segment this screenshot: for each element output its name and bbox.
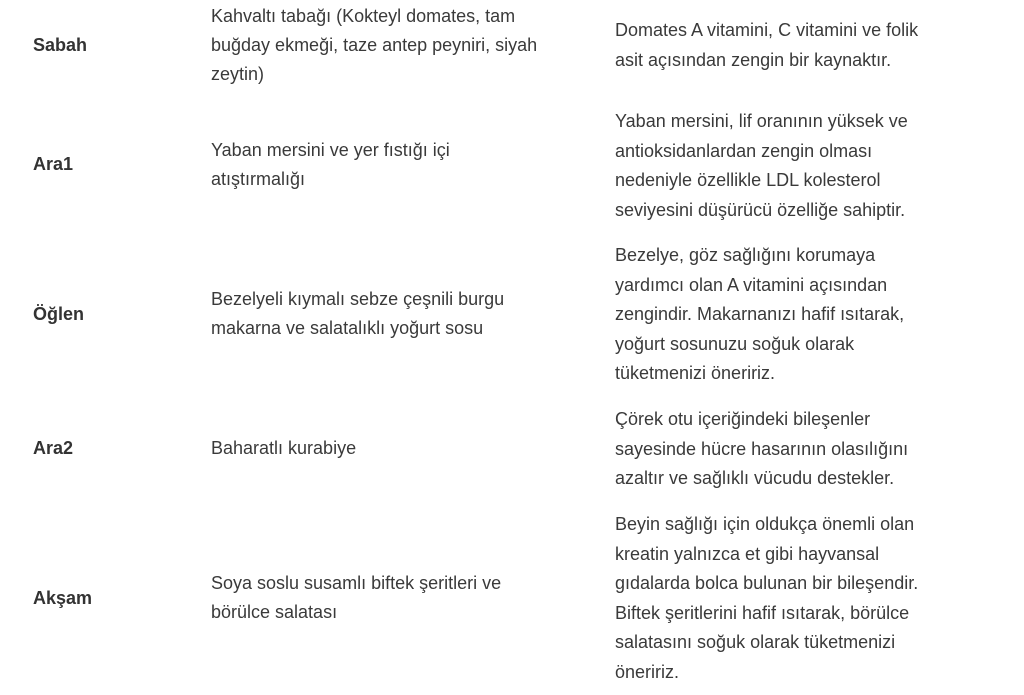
note-line: sayesinde hücre hasarının olasılığını (615, 438, 909, 459)
dish-line: makarna ve salatalıklı yoğurt sosu (211, 318, 484, 338)
note-line: öneririz. (615, 661, 680, 682)
note-line: Domates A vitamini, C vitamini ve folik (615, 20, 919, 40)
nutrition-note (615, 405, 995, 494)
dish-description (211, 285, 591, 343)
dish-line: buğday ekmeği, taze antep peyniri, siyah (211, 35, 538, 55)
meal-label: Öğlen (33, 304, 85, 324)
dish-description (211, 434, 591, 463)
dish-description (211, 136, 591, 194)
note-line: antioksidanlardan zengin olması (615, 140, 873, 161)
meal-label: Ara2 (33, 438, 74, 458)
dish-line: Bezelyeli kıymalı sebze çeşnili burgu (211, 289, 505, 309)
dish-line: Yaban mersini ve yer fıstığı içi (211, 140, 450, 160)
meal-label: Sabah (33, 35, 88, 55)
meal-label: Akşam (33, 588, 93, 608)
note-line: kreatin yalnızca et gibi hayvansal (615, 543, 880, 564)
note-line: Çörek otu içeriğindeki bileşenler (615, 409, 871, 429)
nutrition-note (615, 107, 995, 225)
note-line: yoğurt sosunuzu soğuk olarak (615, 333, 855, 354)
note-line: Bezelye, göz sağlığını korumaya (615, 245, 876, 265)
meal-label: Ara1 (33, 154, 74, 174)
note-line: asit açısından zengin bir kaynaktır. (615, 49, 892, 70)
dish-line: zeytin) (211, 64, 265, 84)
dish-line: Baharatlı kurabiye (211, 438, 357, 458)
nutrition-note (615, 510, 995, 687)
note-line: Biftek şeritlerini hafif ısıtarak, börülce (615, 602, 910, 623)
note-line: seviyesini düşürücü özelliğe sahiptir. (615, 199, 906, 220)
note-line: zengindir. Makarnanızı hafif ısıtarak, (615, 304, 905, 324)
dish-description (211, 569, 591, 627)
note-line: salatasını soğuk olarak tüketmenizi (615, 632, 896, 652)
nutrition-note (615, 16, 995, 75)
note-line: gıdalarda bolca bulunan bir bileşendir. (615, 573, 919, 593)
dish-line: Kahvaltı tabağı (Kokteyl domates, tam (211, 6, 516, 26)
note-line: tüketmenizi öneririz. (615, 363, 776, 383)
note-line: Beyin sağlığı için oldukça önemli olan (615, 514, 915, 534)
note-line: nedeniyle özellikle LDL kolesterol (615, 170, 881, 190)
dish-line: Soya soslu susamlı biftek şeritleri ve (211, 573, 502, 593)
nutrition-note (615, 241, 995, 389)
note-line: yardımcı olan A vitamini açısından (615, 274, 888, 295)
dish-description (211, 2, 591, 89)
dish-line: börülce salatası (211, 602, 338, 622)
note-line: azaltır ve sağlıklı vücudu destekler. (615, 468, 895, 488)
dish-line: atıştırmalığı (211, 169, 306, 189)
note-line: Yaban mersini, lif oranının yüksek ve (615, 111, 908, 131)
